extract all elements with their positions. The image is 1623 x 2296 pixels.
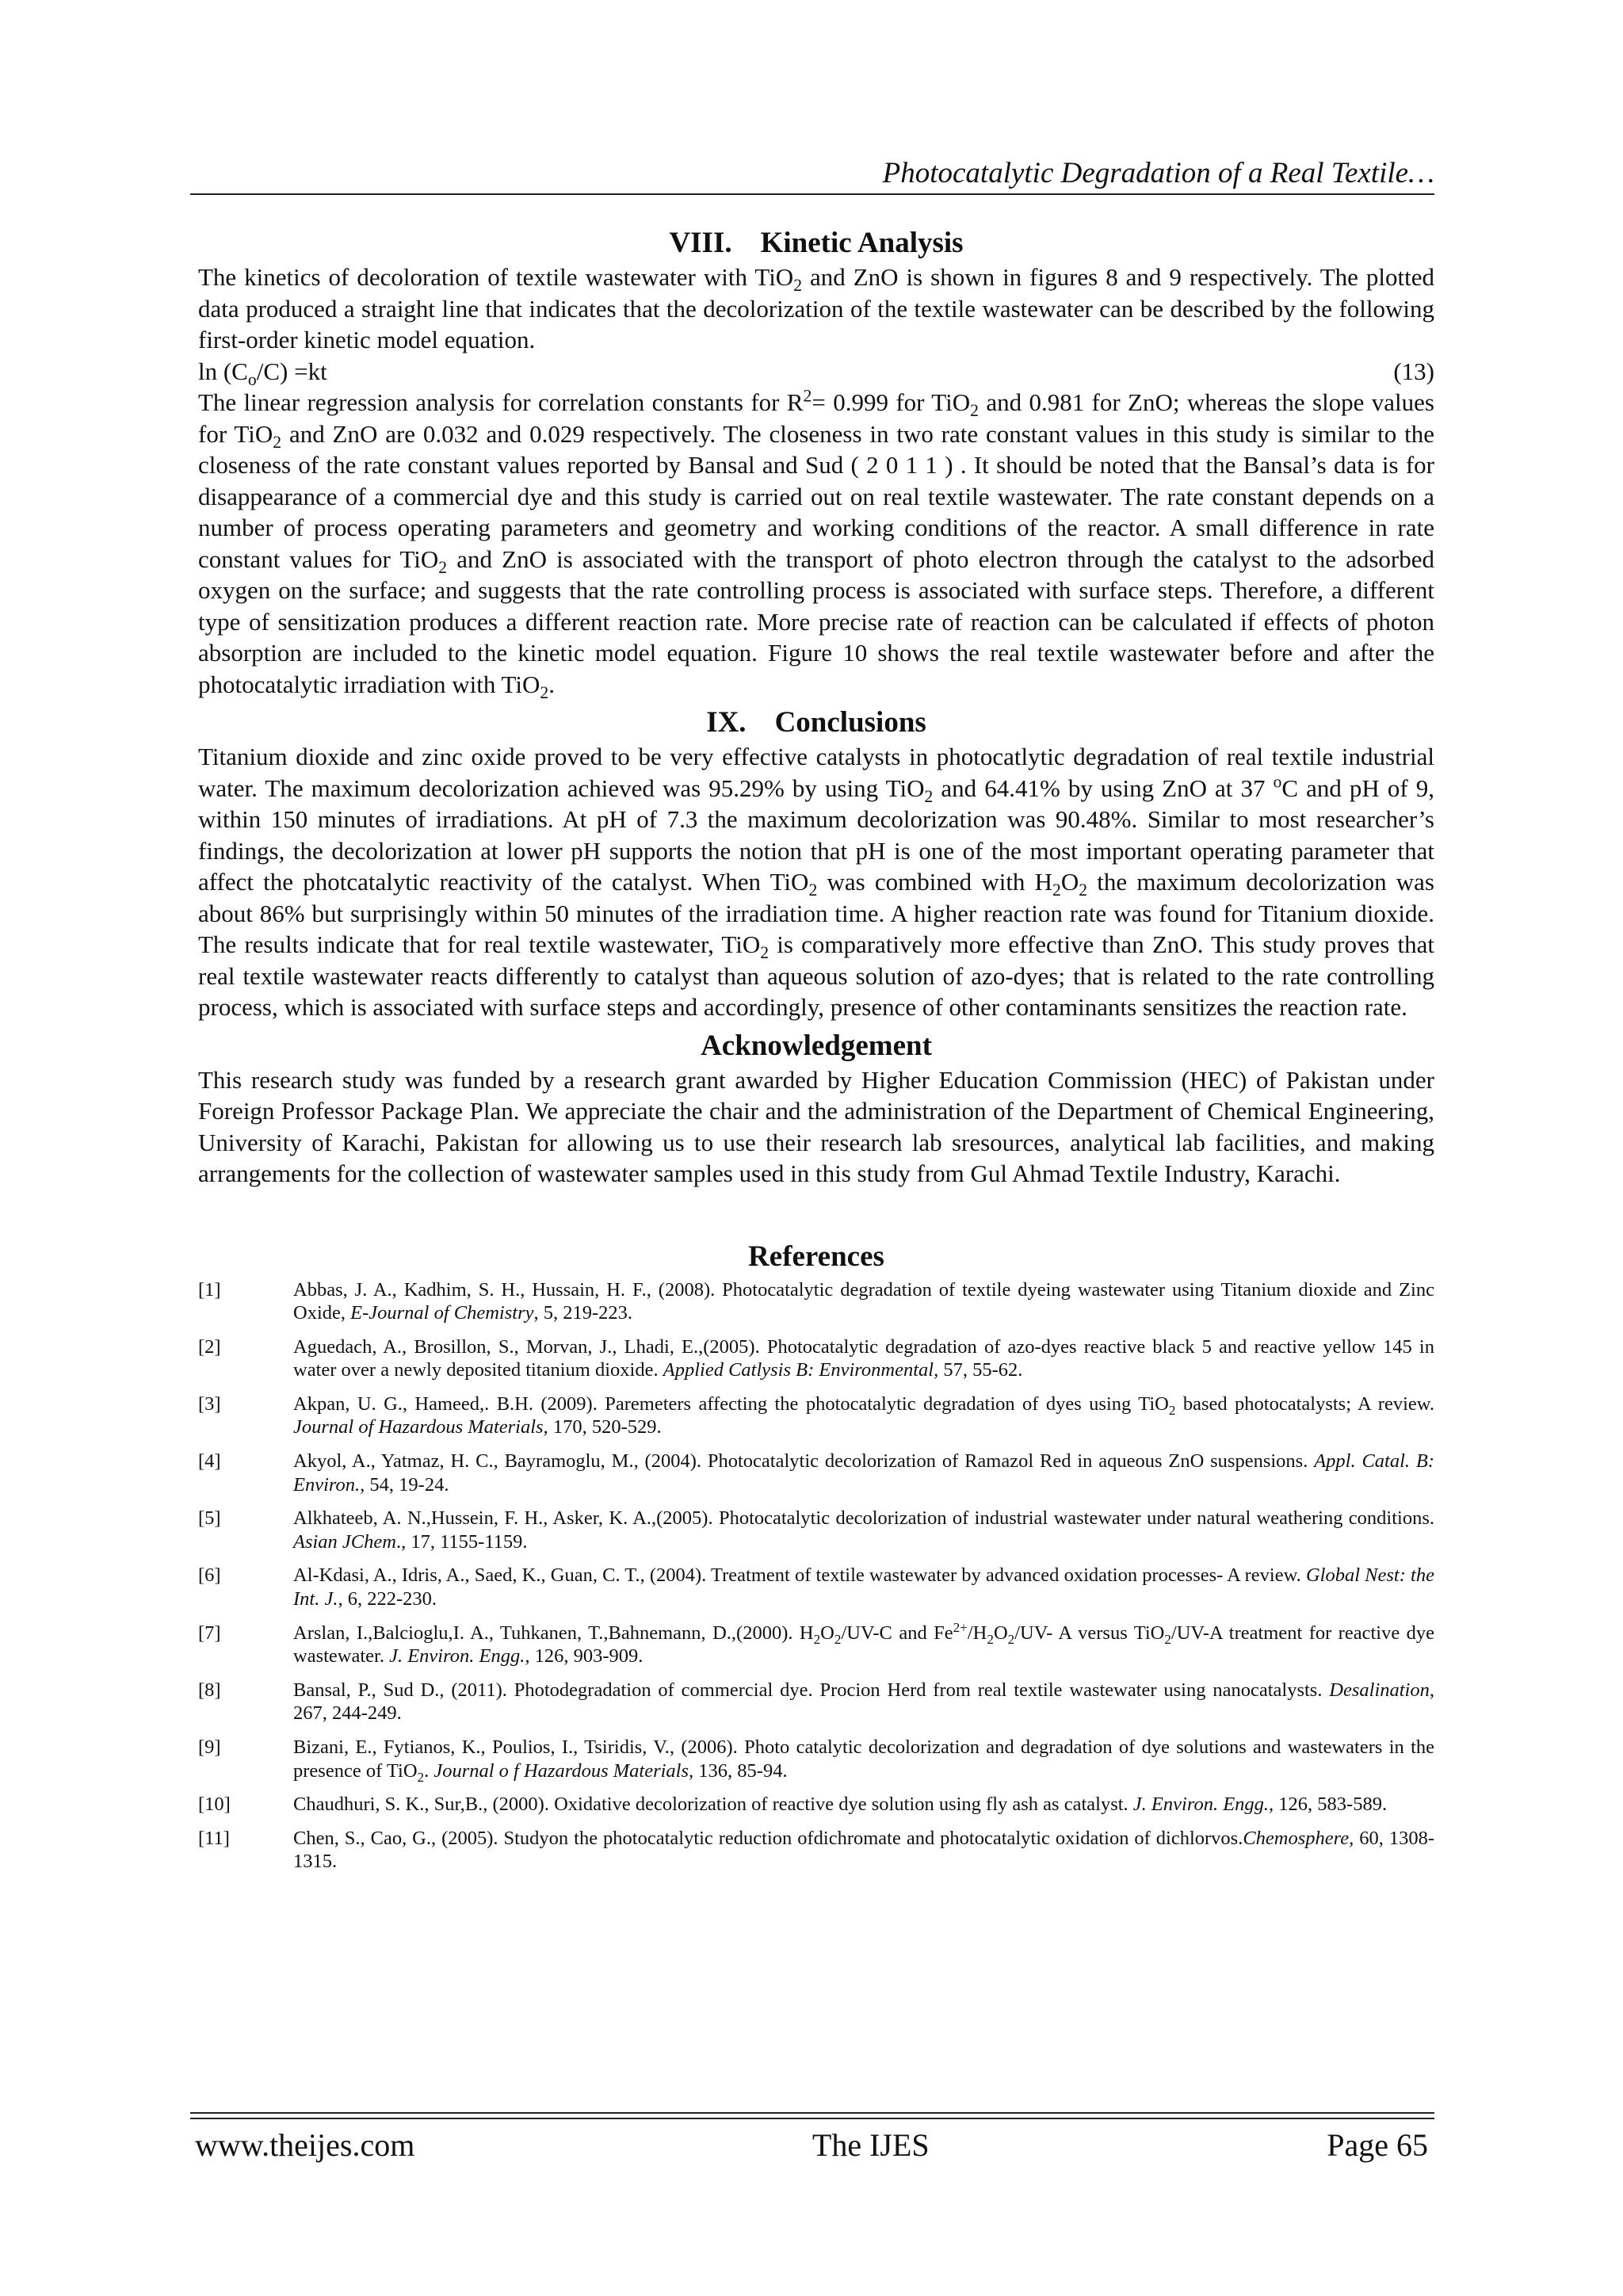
reference-item: [11] Chen, S., Cao, G., (2005). Studyon the photocatalytic reduction ofdichromate and photocatalytic oxidation of dichlorvos.Chemosphere, 60, 1308-1315. xyxy=(198,1827,1434,1873)
footer xyxy=(195,2126,1428,2164)
kinetic-paragraph-1: The kinetics of decoloration of textile wastewater with TiO$_2$ and ZnO is shown in figures 8 and 9 respectively. The plotted data produced a straight line that indicates that the decolorization of the textile wastewater can be described by the following first-order kinetic model equation. xyxy=(198,263,1434,353)
section-heading-references: References xyxy=(748,1240,884,1273)
reference-item: [7] Arslan, I.,Balcioglu,I. A., Tuhkanen, T.,Bahnemann, D.,(2000). $H_2O_2/UV-C$ and $Fe^{2+}/H_2O_2/UV-$ A versus TiO$_2$/UV-A treatment for reactive dye wastewater. J. Environ. Engg., 126, 903-909. xyxy=(198,1619,1434,1668)
running-title: Photocatalytic Degradation of a Real Textile… xyxy=(882,157,1434,189)
reference-item: [9] Bizani, E., Fytianos, K., Poulios, I., Tsiridis, V., (2006). Photo catalytic decolorization and degradation of dye solutions and wastewaters in the presence of TiO$_2$. Journal o f Hazardous Materials, 136, 85-94. xyxy=(198,1736,1434,1785)
section-heading-kinetic-analysis: VIII. Kinetic Analysis xyxy=(669,227,964,259)
reference-item: [10] Chaudhuri, S. K., Sur,B., (2000). Oxidative decolorization of reactive dye solution using fly ash as catalyst. J. Environ. Engg., 126, 583-589. xyxy=(198,1794,1388,1816)
reference-item: [6] Al-Kdasi, A., Idris, A., Saed, K., Guan, C. T., (2004). Treatment of textile wastewater by advanced oxidation processes- A review. Global Nest: the Int. J., 6, 222-230. xyxy=(198,1564,1434,1610)
header-rule xyxy=(190,193,1434,195)
reference-item: [4] Akyol, A., Yatmaz, H. C., Bayramoglu, M., (2004). Photocatalytic decolorization of Ramazol Red in aqueous ZnO suspensions. Appl. Catal. B: Environ., 54, 19-24. xyxy=(198,1450,1435,1496)
footer-journal: The IJES xyxy=(812,2127,930,2163)
reference-item: [3] Akpan, U. G., Hameed,. B.H. (2009). Paremeters affecting the photocatalytic degradation of dyes using TiO$_2$ based photocatalysts; A review. Journal of Hazardous Materials, 170, 520-529. xyxy=(198,1392,1434,1438)
footer-rule-bottom xyxy=(190,2118,1434,2119)
content xyxy=(198,225,1434,1884)
section-heading-acknowledgement: Acknowledgement xyxy=(701,1029,932,1062)
reference-list xyxy=(198,1278,1434,1874)
footer-website: www.theijes.com xyxy=(195,2127,415,2163)
reference-item: [5] Alkhateeb, A. N.,Hussein, F. H., Asker, K. A.,(2005). Photocatalytic decolorization of industrial wastewater under natural weathering conditions. Asian JChem., 17, 1155-1159. xyxy=(198,1507,1434,1553)
reference-item: [1] Abbas, J. A., Kadhim, S. H., Hussain, H. F., (2008). Photocatalytic degradation of textile dyeing wastewater using Titanium dioxide and Zinc Oxide, E-Journal of Chemistry, 5, 219-223. xyxy=(198,1278,1434,1324)
equation-13 xyxy=(198,356,1434,388)
reference-item: [2] Aguedach, A., Brosillon, S., Morvan, J., Lhadi, E.,(2005). Photocatalytic degradation of azo-dyes reactive black 5 and reactive yellow 145 in water over a newly deposited titanium dioxide. Applied Catlysis B: Environmental, 57, 55-62. xyxy=(198,1335,1434,1381)
reference-item: [8] Bansal, P., Sud D., (2011). Photodegradation of commercial dye. Procion Herd from real textile wastewater using nanocatalysts. Desalination, 267, 244-249. xyxy=(198,1679,1434,1725)
footer-page-number: Page 65 xyxy=(1327,2127,1428,2163)
section-heading-conclusions: IX. Conclusions xyxy=(706,706,926,739)
kinetic-paragraph-2: The linear regression analysis for correlation constants for $R^2= 0.999$ for TiO$_2$ and 0.981 for ZnO; whereas the slope values for TiO$_2$ and ZnO are 0.032 and 0.029 respectively. The closeness in two rate constant values in this study is similar to the closeness of the rate constant values reported by Bansal and Sud ( 2 0 1 1 ) . It should be noted that the Bansal’s data is for disappearance of a commercial dye and this study is carried out on real textile wastewater. The rate constant depends on a number of process operating parameters and geometry and working conditions of the reactor. A small difference in rate constant values for TiO$_2$ and ZnO is associated with the transport of photo electron through the catalyst to the adsorbed oxygen on the surface; and suggests that the rate controlling process is associated with surface steps. Therefore, a different type of sensitization produces a different reaction rate. More precise rate of reaction can be calculated if effects of photon absorption are included to the kinetic model equation. Figure 10 shows the real textile wastewater before and after the photocatalytic irradiation with TiO$_2$. xyxy=(198,386,1435,702)
conclusions-paragraph: Titanium dioxide and zinc oxide proved to be very effective catalysts in photocatlytic degradation of real textile industrial water. The maximum decolorization achieved was 95.29% by using TiO$_2$ and 64.41% by using ZnO at 37 $^o$C and pH of 9, within 150 minutes of irradiations. At pH of 7.3 the maximum decolorization was 90.48%. Similar to most researcher’s findings, the decolorization at lower pH supports the notion that pH is one of the most important operating parameter that affect the photcatalytic reactivity of the catalyst. When TiO$_2$ was combined with $H_2O_2$ the maximum decolorization was about 86% but surprisingly within 50 minutes of the irradiation time. A higher reaction rate was found for Titanium dioxide. The results indicate that for real textile wastewater, TiO$_2$ is comparatively more effective than ZnO. This study proves that real textile wastewater reacts differently to catalyst than aqueous solution of azo-dyes; that is related to the rate controlling process, which is associated with surface steps and accordingly, presence of other contaminants sensitizes the reaction rate. xyxy=(198,743,1434,1021)
equation: $\ln (C_o/C) =kt$ xyxy=(198,357,327,389)
footer-rule-top xyxy=(190,2112,1434,2114)
equation-number: (13) xyxy=(1393,357,1434,385)
acknowledgement-paragraph: This research study was funded by a research grant awarded by Higher Education Commission (HEC) of Pakistan under Foreign Professor Package Plan. We appreciate the chair and the administration of the Department of Chemical Engineering, University of Karachi, Pakistan for allowing us to use their research lab sresources, analytical lab facilities, and making arrangements for the collection of wastewater samples used in this study from Gul Ahmad Textile Industry, Karachi. xyxy=(198,1065,1434,1187)
